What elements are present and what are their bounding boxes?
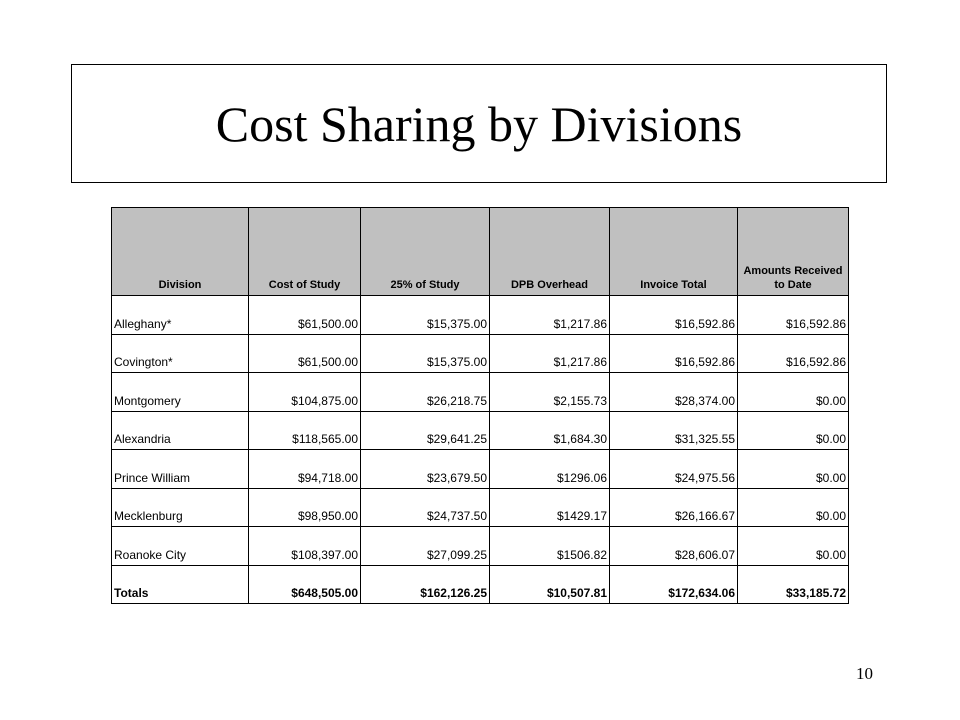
header-invoice-total: Invoice Total (610, 208, 738, 296)
cell-division: Alexandria (112, 411, 249, 450)
table-header-row (112, 208, 849, 296)
cell-dpb-overhead: $1429.17 (490, 488, 610, 527)
table-row (112, 334, 849, 373)
totals-label: Totals (112, 565, 249, 604)
cell-25-percent: $29,641.25 (361, 411, 490, 450)
cell-division: Prince William (112, 450, 249, 489)
table-row (112, 450, 849, 489)
cell-25-percent: $26,218.75 (361, 373, 490, 412)
cell-cost-of-study: $118,565.00 (249, 411, 361, 450)
cell-25-percent: $27,099.25 (361, 527, 490, 566)
cell-25-percent: $15,375.00 (361, 296, 490, 335)
cell-amounts-received: $16,592.86 (738, 334, 849, 373)
header-amounts-received: Amounts Received to Date (738, 208, 849, 296)
cell-25-percent: $23,679.50 (361, 450, 490, 489)
cost-sharing-table (111, 207, 849, 604)
total-25-percent: $162,126.25 (361, 565, 490, 604)
cell-amounts-received: $16,592.86 (738, 296, 849, 335)
header-cost-of-study: Cost of Study (249, 208, 361, 296)
title-box (71, 64, 887, 183)
total-dpb-overhead: $10,507.81 (490, 565, 610, 604)
page-number: 10 (856, 664, 873, 683)
totals-row (112, 565, 849, 604)
cell-amounts-received: $0.00 (738, 488, 849, 527)
table-row (112, 296, 849, 335)
cell-invoice-total: $31,325.55 (610, 411, 738, 450)
slide-title: Cost Sharing by Divisions (215, 95, 743, 152)
cell-invoice-total: $26,166.67 (610, 488, 738, 527)
cell-amounts-received: $0.00 (738, 527, 849, 566)
cell-division: Roanoke City (112, 527, 249, 566)
cell-division: Covington* (112, 334, 249, 373)
total-cost-of-study: $648,505.00 (249, 565, 361, 604)
cell-dpb-overhead: $1,684.30 (490, 411, 610, 450)
cell-invoice-total: $24,975.56 (610, 450, 738, 489)
cell-invoice-total: $16,592.86 (610, 296, 738, 335)
cell-invoice-total: $28,606.07 (610, 527, 738, 566)
cell-division: Montgomery (112, 373, 249, 412)
cell-amounts-received: $0.00 (738, 411, 849, 450)
cell-cost-of-study: $98,950.00 (249, 488, 361, 527)
cell-invoice-total: $16,592.86 (610, 334, 738, 373)
cell-25-percent: $24,737.50 (361, 488, 490, 527)
total-amounts-received: $33,185.72 (738, 565, 849, 604)
table-row (112, 411, 849, 450)
total-invoice-total: $172,634.06 (610, 565, 738, 604)
cell-division: Alleghany* (112, 296, 249, 335)
cell-cost-of-study: $61,500.00 (249, 334, 361, 373)
cell-dpb-overhead: $1296.06 (490, 450, 610, 489)
cell-cost-of-study: $94,718.00 (249, 450, 361, 489)
cell-dpb-overhead: $2,155.73 (490, 373, 610, 412)
cell-cost-of-study: $104,875.00 (249, 373, 361, 412)
cell-dpb-overhead: $1,217.86 (490, 334, 610, 373)
cell-amounts-received: $0.00 (738, 373, 849, 412)
header-25-percent-of-study: 25% of Study (361, 208, 490, 296)
cell-division: Mecklenburg (112, 488, 249, 527)
table-row (112, 488, 849, 527)
header-dpb-overhead: DPB Overhead (490, 208, 610, 296)
table-row (112, 373, 849, 412)
header-division: Division (112, 208, 249, 296)
cell-amounts-received: $0.00 (738, 450, 849, 489)
cell-cost-of-study: $61,500.00 (249, 296, 361, 335)
table-row (112, 527, 849, 566)
cell-invoice-total: $28,374.00 (610, 373, 738, 412)
cell-dpb-overhead: $1,217.86 (490, 296, 610, 335)
cell-dpb-overhead: $1506.82 (490, 527, 610, 566)
cell-cost-of-study: $108,397.00 (249, 527, 361, 566)
cell-25-percent: $15,375.00 (361, 334, 490, 373)
